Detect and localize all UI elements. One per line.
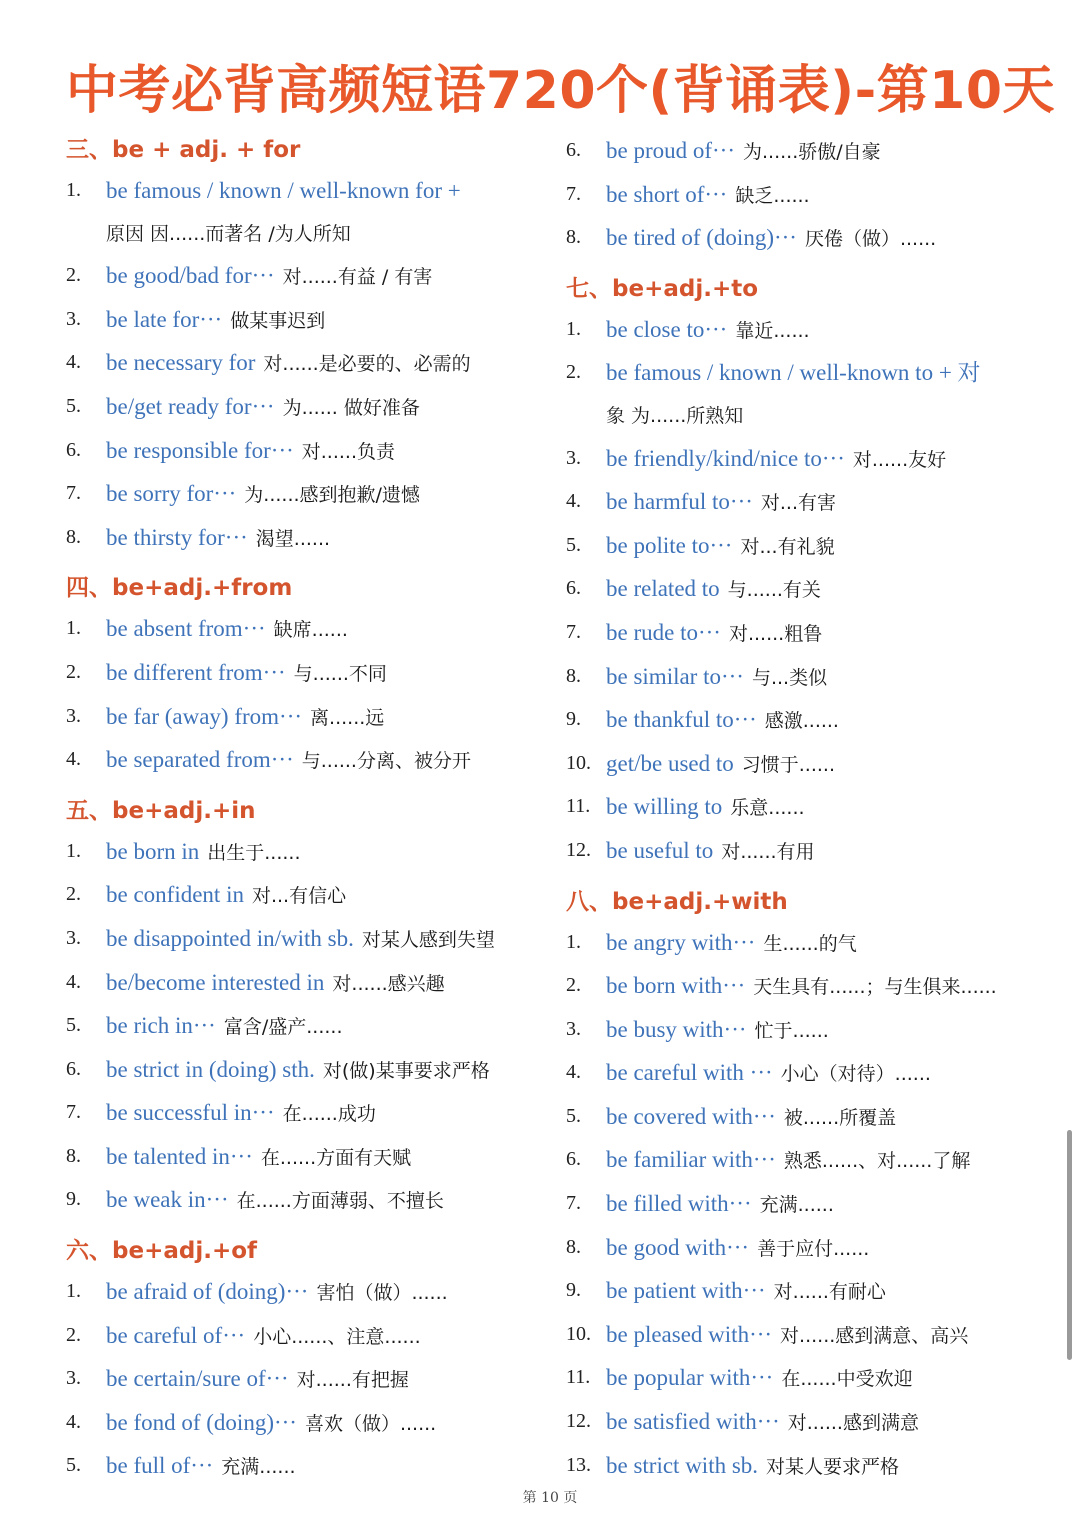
item-body — [606, 1139, 1036, 1183]
item-body — [106, 739, 536, 783]
chinese-meaning: 天生具有......；与生俱来...... — [753, 976, 997, 999]
list-item — [566, 1401, 1036, 1445]
english-phrase: be certain/sure of··· — [106, 1366, 289, 1392]
chinese-meaning: 渴望...... — [255, 527, 331, 550]
list-item — [566, 1052, 1036, 1096]
item-number: 3. — [566, 1017, 581, 1040]
item-body — [606, 309, 1036, 353]
chinese-meaning: 对......有益 / 有害 — [282, 266, 433, 289]
chinese-meaning: 与......不同 — [293, 662, 387, 685]
chinese-meaning: 靠近...... — [735, 319, 810, 342]
english-phrase: be weak in··· — [106, 1187, 229, 1213]
english-phrase: be friendly/kind/nice to··· — [606, 445, 845, 471]
page-title: 中考必背高频短语720个(背诵表)-第10天 — [66, 61, 1056, 121]
english-phrase: be famous / known / well-known for + — [106, 178, 461, 203]
item-number: 1. — [66, 839, 81, 862]
chinese-meaning: 为......骄傲/自豪 — [743, 141, 881, 163]
item-number: 4. — [566, 490, 581, 513]
item-number: 6. — [66, 1057, 81, 1080]
list-item — [66, 1136, 536, 1180]
item-number: 8. — [566, 226, 581, 249]
item-body — [106, 608, 536, 652]
list-item — [66, 386, 536, 430]
english-phrase: be/get ready for··· — [106, 393, 275, 419]
item-number: 8. — [66, 1144, 81, 1167]
item-body — [606, 743, 1036, 787]
item-number: 7. — [566, 1192, 581, 1215]
item-body — [106, 918, 536, 962]
left-column — [66, 130, 536, 1489]
item-body — [106, 1136, 536, 1180]
item-body — [606, 352, 1036, 437]
section-heading: 三、be + adj. + for — [66, 137, 301, 163]
list-item — [566, 699, 1036, 743]
english-phrase: be polite to··· — [606, 532, 733, 558]
chinese-meaning: 富含/盛产...... — [223, 1016, 343, 1039]
item-number: 3. — [66, 307, 81, 330]
item-body — [106, 1358, 536, 1402]
english-phrase: be thirsty for··· — [106, 524, 248, 550]
item-number: 12. — [566, 838, 591, 861]
list-item — [66, 962, 536, 1006]
english-phrase: get/be used to — [606, 750, 734, 776]
english-phrase: be born in — [106, 838, 200, 864]
item-number: 7. — [566, 620, 581, 643]
item-body — [606, 1052, 1036, 1096]
item-body — [106, 652, 536, 696]
english-phrase: be strict with sb. — [606, 1452, 759, 1478]
list-item — [566, 309, 1036, 353]
chinese-meaning: 厌倦（做）...... — [804, 228, 937, 251]
item-body — [606, 217, 1036, 261]
english-phrase: be fond of (doing)··· — [106, 1409, 297, 1435]
english-phrase: be careful of··· — [106, 1322, 246, 1348]
list-item — [66, 696, 536, 740]
list-item — [566, 786, 1036, 830]
chinese-meaning: 乐意...... — [730, 797, 805, 820]
item-body — [106, 1271, 536, 1315]
item-number: 3. — [66, 926, 81, 949]
item-body — [106, 1445, 536, 1489]
phrase-section — [566, 130, 1036, 261]
chinese-meaning: 对某人要求严格 — [766, 1455, 900, 1478]
item-body — [606, 1314, 1036, 1358]
item-body — [106, 299, 536, 343]
item-number: 7. — [66, 1101, 81, 1124]
chinese-meaning: 与......分离、被分开 — [301, 750, 471, 773]
item-number: 12. — [566, 1410, 591, 1433]
chinese-meaning: 对......是必要的、必需的 — [263, 353, 471, 376]
item-number: 6. — [566, 577, 581, 600]
chinese-meaning: 对......感到满意、高兴 — [780, 1324, 969, 1347]
item-body — [606, 174, 1036, 218]
item-number: 1. — [566, 930, 581, 953]
item-body — [606, 612, 1036, 656]
chinese-meaning: 充满...... — [759, 1194, 834, 1217]
item-number: 2. — [66, 1323, 81, 1346]
phrase-section — [566, 269, 1036, 874]
item-number: 5. — [66, 1014, 81, 1037]
list-item — [66, 739, 536, 783]
chinese-meaning: 忙于...... — [754, 1019, 829, 1042]
item-body — [106, 170, 536, 255]
item-number: 9. — [66, 1188, 81, 1211]
list-item — [566, 1183, 1036, 1227]
item-number: 4. — [66, 351, 81, 374]
chinese-meaning: 对......感到满意 — [787, 1412, 919, 1435]
item-body — [106, 517, 536, 561]
english-phrase: be harmful to··· — [606, 489, 753, 515]
item-number: 8. — [66, 525, 81, 548]
chinese-meaning: 小心（对待）...... — [780, 1063, 931, 1086]
item-number: 4. — [66, 970, 81, 993]
chinese-meaning: 喜欢（做）...... — [304, 1412, 437, 1435]
chinese-meaning: 对......有耐心 — [773, 1281, 886, 1304]
item-number: 4. — [66, 1410, 81, 1433]
chinese-meaning: 对......感兴趣 — [332, 972, 445, 995]
item-number: 8. — [566, 1235, 581, 1258]
item-number: 13. — [566, 1453, 591, 1476]
chinese-meaning: 小心......、注意...... — [253, 1325, 421, 1348]
item-body — [106, 1005, 536, 1049]
chinese-meaning: 原因 因......而著名 /为人所知 — [106, 222, 351, 245]
item-body — [606, 656, 1036, 700]
english-phrase: be born with··· — [606, 973, 746, 999]
chinese-meaning: 熟悉......、对......了解 — [783, 1150, 971, 1173]
list-item — [66, 1092, 536, 1136]
list-item — [66, 1049, 536, 1093]
list-item — [66, 1402, 536, 1446]
english-phrase: be sorry for··· — [106, 481, 237, 507]
phrase-section — [66, 791, 536, 1223]
item-body — [106, 1315, 536, 1359]
phrase-section — [66, 130, 536, 560]
english-phrase: be different from··· — [106, 659, 286, 685]
list-item — [566, 922, 1036, 966]
english-phrase: be good with··· — [606, 1234, 750, 1260]
list-item — [566, 174, 1036, 218]
list-item — [566, 438, 1036, 482]
item-number: 10. — [566, 1322, 591, 1345]
english-phrase: be familiar with··· — [606, 1147, 776, 1173]
item-body — [606, 438, 1036, 482]
item-body — [606, 1445, 1036, 1489]
item-body — [606, 525, 1036, 569]
list-item — [66, 918, 536, 962]
chinese-meaning: 做某事迟到 — [230, 309, 326, 332]
item-number: 3. — [66, 1367, 81, 1390]
item-body — [606, 922, 1036, 966]
english-phrase: be similar to··· — [606, 663, 744, 689]
english-phrase: be busy with··· — [606, 1016, 747, 1042]
item-number: 11. — [566, 795, 591, 818]
list-item — [66, 517, 536, 561]
list-item — [66, 1445, 536, 1489]
chinese-meaning: 与......有关 — [727, 579, 821, 602]
chinese-meaning: 对...有害 — [760, 492, 837, 515]
item-number: 2. — [66, 264, 81, 287]
chinese-meaning: 缺乏...... — [735, 184, 810, 207]
list-item — [566, 525, 1036, 569]
right-column — [566, 130, 1036, 1488]
chinese-meaning: 象 为......所熟知 — [606, 404, 744, 427]
english-phrase: be responsible for··· — [106, 437, 294, 463]
item-body — [606, 1183, 1036, 1227]
item-number: 10. — [566, 751, 591, 774]
english-phrase: be separated from··· — [106, 747, 294, 773]
english-phrase: be famous / known / well-known to + 对 — [606, 360, 981, 386]
list-item — [66, 255, 536, 299]
chinese-meaning: 为...... 做好准备 — [282, 396, 420, 419]
chinese-meaning: 对......粗鲁 — [728, 622, 823, 645]
list-item — [566, 1270, 1036, 1314]
chinese-meaning: 被......所覆盖 — [783, 1106, 897, 1129]
list-item — [566, 217, 1036, 261]
chinese-meaning: 对......友好 — [852, 448, 947, 471]
list-item — [66, 170, 536, 255]
item-body — [106, 1049, 536, 1093]
section-heading: 五、be+adj.+in — [66, 797, 256, 824]
english-phrase: be short of··· — [606, 181, 728, 207]
item-number: 6. — [66, 438, 81, 461]
section-heading: 四、be+adj.+from — [66, 575, 293, 602]
item-body — [106, 1402, 536, 1446]
english-phrase: be good/bad for··· — [106, 263, 275, 289]
item-body — [106, 342, 536, 386]
item-number: 3. — [566, 446, 581, 469]
item-number: 1. — [66, 617, 81, 640]
item-number: 1. — [66, 1280, 81, 1303]
item-number: 3. — [66, 704, 81, 727]
english-phrase: be far (away) from··· — [106, 703, 303, 729]
chinese-meaning: 对...有礼貌 — [740, 535, 835, 558]
item-number: 7. — [66, 482, 81, 505]
chinese-meaning: 出生于...... — [207, 841, 301, 864]
list-item — [66, 1315, 536, 1359]
item-body — [106, 962, 536, 1006]
section-heading: 八、be+adj.+with — [566, 888, 788, 915]
item-number: 7. — [566, 182, 581, 205]
item-number: 6. — [566, 139, 581, 161]
english-phrase: be related to — [606, 576, 720, 602]
item-body — [106, 831, 536, 875]
item-body — [606, 1096, 1036, 1140]
list-item — [66, 1179, 536, 1223]
english-phrase: be confident in — [106, 882, 244, 908]
english-phrase: be absent from··· — [106, 616, 266, 642]
chinese-meaning: 对......有把握 — [296, 1369, 409, 1392]
item-body — [106, 386, 536, 430]
list-item — [66, 1358, 536, 1402]
chinese-meaning: 为......感到抱歉/遗憾 — [244, 484, 420, 507]
chinese-meaning: 充满...... — [221, 1456, 296, 1479]
english-phrase: be patient with··· — [606, 1278, 766, 1304]
item-body — [606, 568, 1036, 612]
list-item — [566, 352, 1036, 437]
english-phrase: be pleased with··· — [606, 1321, 773, 1347]
section-heading: 六、be+adj.+of — [66, 1238, 258, 1265]
item-body — [606, 1009, 1036, 1053]
list-item — [566, 1357, 1036, 1401]
item-body — [106, 874, 536, 918]
english-phrase: be/become interested in — [106, 969, 325, 995]
item-body — [106, 255, 536, 299]
list-item — [66, 652, 536, 696]
english-phrase: be rude to··· — [606, 619, 721, 645]
list-item — [566, 1445, 1036, 1489]
chinese-meaning: 对......负责 — [301, 440, 396, 463]
english-phrase: be successful in··· — [106, 1100, 275, 1126]
item-number: 8. — [566, 664, 581, 687]
list-item — [566, 1227, 1036, 1271]
english-phrase: be full of··· — [106, 1453, 214, 1479]
item-body — [606, 1401, 1036, 1445]
item-body — [606, 1227, 1036, 1271]
chinese-meaning: 缺席...... — [273, 619, 348, 642]
chinese-meaning: 在......中受欢迎 — [781, 1368, 913, 1391]
chinese-meaning: 对某人感到失望 — [361, 928, 495, 951]
scrollbar[interactable] — [1067, 1130, 1072, 1360]
list-item — [566, 743, 1036, 787]
english-phrase: be rich in··· — [106, 1013, 216, 1039]
item-body — [606, 481, 1036, 525]
item-body — [606, 699, 1036, 743]
english-phrase: be careful with ··· — [606, 1060, 773, 1086]
list-item — [566, 1139, 1036, 1183]
english-phrase: be useful to — [606, 837, 714, 863]
list-item — [566, 656, 1036, 700]
item-number: 2. — [566, 361, 581, 384]
list-item — [566, 612, 1036, 656]
english-phrase: be talented in··· — [106, 1143, 253, 1169]
english-phrase: be late for··· — [106, 306, 223, 332]
item-number: 5. — [66, 394, 81, 417]
item-number: 5. — [566, 533, 581, 556]
list-item — [66, 608, 536, 652]
chinese-meaning: 习惯于...... — [741, 753, 835, 776]
item-body — [106, 1179, 536, 1223]
chinese-meaning: 在......方面薄弱、不擅长 — [236, 1190, 444, 1213]
item-body — [606, 1357, 1036, 1401]
phrase-section — [66, 568, 536, 782]
english-phrase: be strict in (doing) sth. — [106, 1056, 315, 1082]
english-phrase: be necessary for — [106, 350, 256, 376]
chinese-meaning: 与...类似 — [751, 666, 828, 689]
list-item — [566, 1096, 1036, 1140]
english-phrase: be satisfied with··· — [606, 1409, 780, 1435]
chinese-meaning: 在......成功 — [282, 1103, 376, 1126]
english-phrase: be popular with··· — [606, 1365, 774, 1391]
english-phrase: be willing to — [606, 794, 723, 820]
chinese-meaning: 离......远 — [310, 706, 385, 729]
section-heading: 七、be+adj.+to — [566, 275, 759, 302]
item-number: 1. — [566, 317, 581, 340]
list-item — [66, 299, 536, 343]
list-item — [566, 130, 1036, 174]
item-number: 5. — [66, 1454, 81, 1477]
item-body — [606, 965, 1036, 1009]
item-number: 4. — [566, 1061, 581, 1084]
phrase-section — [66, 1231, 536, 1489]
page-number: 第 10 页 — [522, 1490, 578, 1506]
item-body — [106, 696, 536, 740]
list-item — [566, 965, 1036, 1009]
list-item — [66, 874, 536, 918]
english-phrase: be afraid of (doing)··· — [106, 1279, 309, 1305]
item-body — [606, 130, 1036, 174]
list-item — [66, 831, 536, 875]
chinese-meaning: 在......方面有天赋 — [260, 1146, 412, 1169]
item-number: 11. — [566, 1366, 591, 1389]
english-phrase: be proud of··· — [606, 138, 736, 163]
english-phrase: be thankful to··· — [606, 707, 757, 733]
english-phrase: be angry with··· — [606, 929, 756, 955]
item-body — [606, 830, 1036, 874]
item-number: 2. — [66, 660, 81, 683]
list-item — [66, 1005, 536, 1049]
chinese-meaning: 善于应付...... — [757, 1237, 870, 1260]
list-item — [66, 430, 536, 474]
phrase-section — [566, 882, 1036, 1489]
english-phrase: be tired of (doing)··· — [606, 225, 797, 251]
list-item — [566, 481, 1036, 525]
list-item — [566, 1314, 1036, 1358]
item-body — [106, 430, 536, 474]
list-item — [566, 1009, 1036, 1053]
chinese-meaning: 对(做)某事要求严格 — [322, 1059, 490, 1082]
item-number: 2. — [566, 974, 581, 997]
item-number: 2. — [66, 883, 81, 906]
item-body — [606, 1270, 1036, 1314]
chinese-meaning: 对...有信心 — [251, 885, 347, 908]
item-body — [606, 786, 1036, 830]
item-number: 9. — [566, 1279, 581, 1302]
chinese-meaning: 对......有用 — [721, 840, 815, 863]
list-item — [66, 342, 536, 386]
list-item — [566, 568, 1036, 612]
chinese-meaning: 生......的气 — [763, 932, 857, 955]
english-phrase: be close to··· — [606, 316, 728, 342]
list-item — [66, 473, 536, 517]
item-number: 4. — [66, 748, 81, 771]
list-item — [566, 830, 1036, 874]
list-item — [66, 1271, 536, 1315]
item-body — [106, 473, 536, 517]
english-phrase: be covered with··· — [606, 1103, 776, 1129]
chinese-meaning: 感激...... — [764, 710, 839, 733]
english-phrase: be disappointed in/with sb. — [106, 925, 354, 951]
english-phrase: be filled with··· — [606, 1191, 752, 1217]
item-body — [106, 1092, 536, 1136]
item-number: 1. — [66, 179, 81, 201]
item-number: 6. — [566, 1148, 581, 1171]
item-number: 5. — [566, 1104, 581, 1127]
chinese-meaning: 害怕（做）...... — [316, 1282, 448, 1305]
item-number: 9. — [566, 708, 581, 731]
